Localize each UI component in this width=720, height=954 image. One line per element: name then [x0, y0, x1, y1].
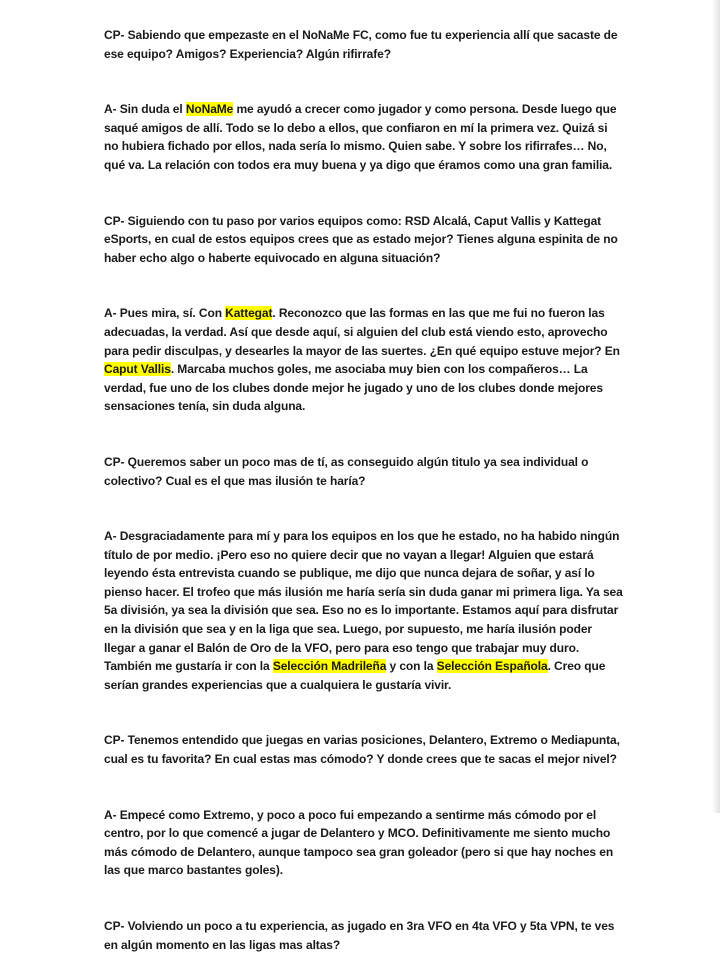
- page-edge-shadow: [712, 0, 720, 813]
- answer-text: . Marcaba muchos goles, me asociaba muy bien con los compañeros… La verdad, fue uno de los clubes donde mejor he jugado y uno de los clubes donde mejores sensaciones tenía, sin duda alguna.: [104, 362, 603, 414]
- answer-1: [104, 100, 624, 174]
- question-3: CP- Queremos saber un poco mas de tí, as conseguido algún titulo ya sea individual o colectivo? Cual es el que mas ilusión te haría?: [104, 454, 589, 488]
- answer-2: [104, 304, 624, 416]
- highlight-kattegat: Kattegat: [225, 306, 273, 321]
- question-2: CP- Siguiendo con tu paso por varios equipos como: RSD Alcalá, Caput Vallis y Kattegat eSports, en cual de estos equipos crees que as estado mejor? Tienes alguna espinita de no haber echo algo o haberte equivocado en alguna situación?: [104, 213, 618, 265]
- question-5: CP- Volviendo un poco a tu experiencia, as jugado en 3ra VFO en 4ta VFO y 5ta VPN, te ves en algún momento en las ligas mas altas?: [104, 919, 615, 952]
- answer-text: me ayudó a crecer como jugador y como persona. Desde luego que saqué amigos de allí. Todo se lo debo a ellos, que confiaron en mí la primera vez. Quizá si no hubiera fichado por ellos, nada sería lo mismo. Quien sabe. Y sobre los rifirrafes… No, qué va. La relación con todos era muy buena y ya digo que éramos como una gran familia.: [104, 102, 617, 172]
- answer-text: y con la: [386, 659, 437, 674]
- highlight-seleccion-espanola: Selección Española: [436, 659, 548, 674]
- answer-text: A- Sin duda el: [104, 102, 186, 117]
- highlight-seleccion-madrilena: Selección Madrileña: [272, 659, 387, 674]
- answer-4: A- Empecé como Extremo, y poco a poco fui empezando a sentirme más cómodo por el centro, por lo que comencé a jugar de Delantero y MCO. Definitivamente me siento mucho más cómodo de Delantero, aunque tampoco sea gran goleador (pero si que hay noches en las que marco bastantes goles).: [104, 807, 614, 878]
- highlight-noname: NoNaMe: [185, 102, 234, 117]
- interview-document: [104, 26, 624, 954]
- answer-3: [104, 527, 624, 694]
- answer-text: A- Desgraciadamente para mí y para los equipos en los que he estado, no ha habido ningún título de por medio. ¡Pero eso no quiere decir que no vayan a llegar! Alguien que estará leyendo ésta entrevista cuando se publique, me dijo que nunca dejara de soñar, y así lo pienso hacer. El trofeo que más ilusión me haría sería sin duda ganar mi primera liga. Ya sea 5a división, ya sea la división que sea. Eso no es lo importante. Estamos aquí para disfrutar en la división que sea y en la liga que sea. Luego, por supuesto, me haría ilusión poder llegar a ganar el Balón de Oro de la VFO, pero para eso tengo que trabajar muy duro. También me gustaría ir con la: [104, 529, 623, 674]
- answer-text: . Creo que serían grandes experiencias que a cualquiera le gustaría vivir.: [104, 659, 606, 692]
- question-4: CP- Tenemos entendido que juegas en varias posiciones, Delantero, Extremo o Mediapunta, cual es tu favorita? En cual estas mas cómodo? Y donde crees que te sacas el mejor nivel?: [104, 733, 620, 767]
- answer-text: . Reconozco que las formas en las que me fui no fueron las adecuadas, la verdad. Así que desde aquí, si alguien del club está viendo esto, aprovecho para pedir disculpas, y desearles la mayor de las suertes. ¿En qué equipo estuve mejor? En: [104, 306, 620, 358]
- answer-text: A- Pues mira, sí. Con: [104, 306, 226, 321]
- highlight-caput-vallis: Caput Vallis: [104, 362, 171, 377]
- question-1: CP- Sabiendo que empezaste en el NoNaMe FC, como fue tu experiencia allí que sacaste de ese equipo? Amigos? Experiencia? Algún rifirrafe?: [104, 28, 618, 61]
